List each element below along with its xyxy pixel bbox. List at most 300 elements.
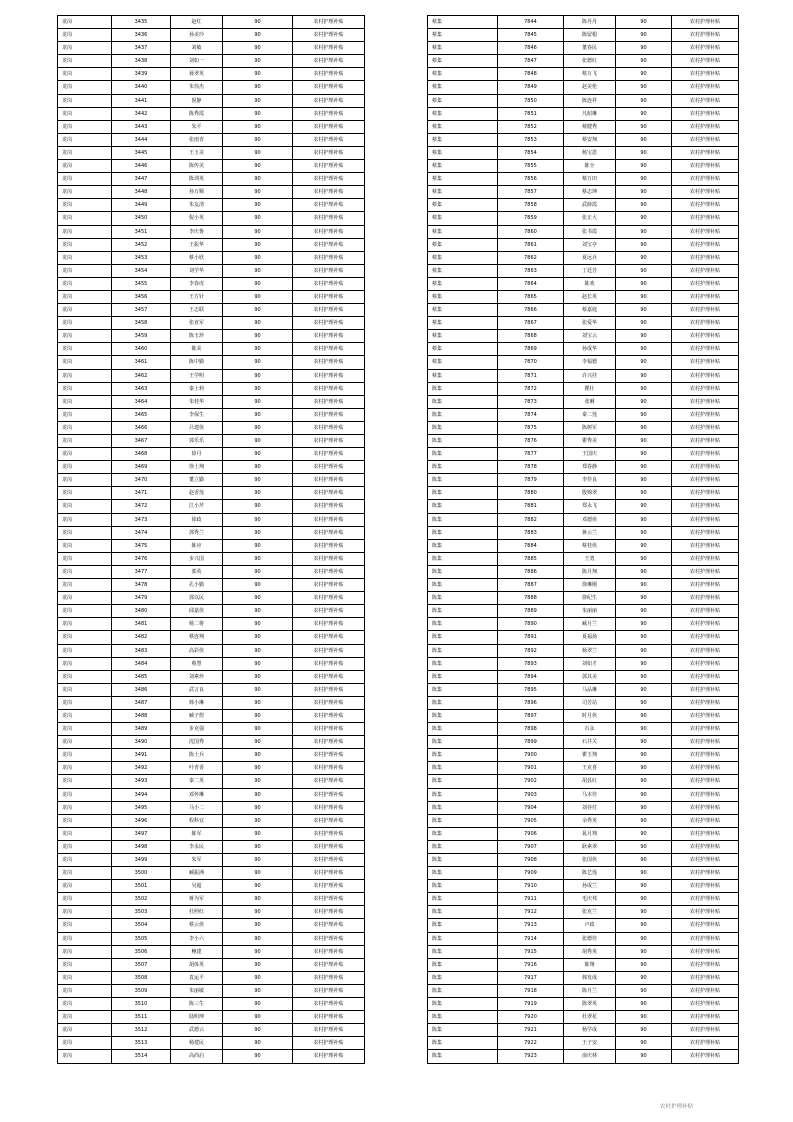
category-cell: 农村护理补贴 [672, 264, 739, 277]
table-row [428, 277, 739, 290]
area-cell: 陈集 [428, 919, 498, 932]
table-row [58, 330, 365, 343]
name-cell: 李保生 [171, 408, 223, 421]
amount-cell: 90 [223, 81, 293, 94]
id-cell: 3499 [112, 854, 171, 867]
category-cell: 农村护理补贴 [293, 1037, 365, 1050]
name-cell: 俞庆林 [564, 1050, 616, 1063]
category-cell: 农村护理补贴 [672, 788, 739, 801]
id-cell: 3449 [112, 199, 171, 212]
name-cell: 郭其美 [564, 670, 616, 683]
category-cell: 农村护理补贴 [293, 81, 365, 94]
category-cell: 农村护理补贴 [672, 1050, 739, 1063]
amount-cell: 90 [616, 998, 672, 1011]
amount-cell: 90 [616, 369, 672, 382]
id-cell: 7873 [498, 395, 564, 408]
name-cell: 李小六 [171, 932, 223, 945]
area-cell: 龙岗 [58, 186, 112, 199]
area-cell: 陈集 [428, 644, 498, 657]
name-cell: 蔡连翔 [171, 631, 223, 644]
category-cell: 农村护理补贴 [672, 290, 739, 303]
amount-cell: 90 [616, 212, 672, 225]
table-row [58, 212, 365, 225]
table-row [58, 513, 365, 526]
amount-cell: 90 [616, 304, 672, 317]
id-cell: 7863 [498, 264, 564, 277]
amount-cell: 90 [616, 42, 672, 55]
category-cell: 农村护理补贴 [672, 971, 739, 984]
table-row [428, 840, 739, 853]
name-cell: 赵香莲 [171, 487, 223, 500]
category-cell: 农村护理补贴 [672, 186, 739, 199]
name-cell: 刘敏 [171, 42, 223, 55]
id-cell: 3507 [112, 958, 171, 971]
area-cell: 龙岗 [58, 814, 112, 827]
area-cell: 陈集 [428, 1050, 498, 1063]
table-row [428, 657, 739, 670]
table-row [58, 932, 365, 945]
name-cell: 陈月兰 [564, 984, 616, 997]
area-cell: 陈集 [428, 526, 498, 539]
area-cell: 龙岗 [58, 1037, 112, 1050]
name-cell: 蔡桂侠 [564, 539, 616, 552]
name-cell: 刘学华 [171, 264, 223, 277]
amount-cell: 90 [223, 539, 293, 552]
id-cell: 7886 [498, 565, 564, 578]
category-cell: 农村护理补贴 [293, 277, 365, 290]
amount-cell: 90 [616, 958, 672, 971]
area-cell: 陈集 [428, 500, 498, 513]
table-row [58, 29, 365, 42]
name-cell: 孙成华 [564, 343, 616, 356]
area-cell: 陈集 [428, 775, 498, 788]
name-cell: 张书霞 [564, 225, 616, 238]
area-cell: 蔡集 [428, 107, 498, 120]
area-cell: 龙岗 [58, 723, 112, 736]
name-cell: 张正大 [564, 212, 616, 225]
category-cell: 农村护理补贴 [293, 526, 365, 539]
area-cell: 龙岗 [58, 749, 112, 762]
name-cell: 张德红 [564, 55, 616, 68]
amount-cell: 90 [616, 500, 672, 513]
amount-cell: 90 [616, 971, 672, 984]
area-cell: 龙岗 [58, 945, 112, 958]
id-cell: 3456 [112, 290, 171, 303]
category-cell: 农村护理补贴 [293, 68, 365, 81]
name-cell: 刘如才 [564, 657, 616, 670]
id-cell: 7874 [498, 408, 564, 421]
category-cell: 农村护理补贴 [293, 94, 365, 107]
category-cell: 农村护理补贴 [293, 644, 365, 657]
amount-cell: 90 [223, 1024, 293, 1037]
name-cell: 胡秀英 [564, 945, 616, 958]
area-cell: 陈集 [428, 1011, 498, 1024]
area-cell: 陈集 [428, 421, 498, 434]
name-cell: 瞿秀美 [564, 435, 616, 448]
category-cell: 农村护理补贴 [672, 932, 739, 945]
table-row [58, 461, 365, 474]
id-cell: 3438 [112, 55, 171, 68]
category-cell: 农村护理补贴 [293, 840, 365, 853]
name-cell: 徐纪生 [564, 592, 616, 605]
id-cell: 7892 [498, 644, 564, 657]
id-cell: 7885 [498, 552, 564, 565]
id-cell: 7905 [498, 814, 564, 827]
category-cell: 农村护理补贴 [672, 435, 739, 448]
id-cell: 7847 [498, 55, 564, 68]
area-cell: 龙岗 [58, 133, 112, 146]
id-cell: 7915 [498, 945, 564, 958]
area-cell: 蔡集 [428, 186, 498, 199]
id-cell: 7922 [498, 1037, 564, 1050]
area-cell: 龙岗 [58, 369, 112, 382]
area-cell: 蔡集 [428, 369, 498, 382]
area-cell: 陈集 [428, 984, 498, 997]
id-cell: 7906 [498, 827, 564, 840]
table-row [58, 395, 365, 408]
amount-cell: 90 [616, 29, 672, 42]
id-cell: 3483 [112, 644, 171, 657]
id-cell: 3444 [112, 133, 171, 146]
id-cell: 3447 [112, 173, 171, 186]
area-cell: 龙岗 [58, 225, 112, 238]
table-row [428, 199, 739, 212]
id-cell: 7923 [498, 1050, 564, 1063]
category-cell: 农村护理补贴 [672, 474, 739, 487]
table-row [428, 94, 739, 107]
area-cell: 蔡集 [428, 199, 498, 212]
table-row [428, 605, 739, 618]
name-cell: 聂翠英 [171, 68, 223, 81]
amount-cell: 90 [223, 867, 293, 880]
area-cell: 龙岗 [58, 421, 112, 434]
id-cell: 7848 [498, 68, 564, 81]
id-cell: 3445 [112, 146, 171, 159]
id-cell: 3455 [112, 277, 171, 290]
id-cell: 3469 [112, 461, 171, 474]
category-cell: 农村护理补贴 [293, 814, 365, 827]
table-row [58, 565, 365, 578]
table-row [58, 369, 365, 382]
id-cell: 3453 [112, 251, 171, 264]
table-row [428, 146, 739, 159]
amount-cell: 90 [616, 552, 672, 565]
id-cell: 3491 [112, 749, 171, 762]
name-cell: 臧子煜 [171, 709, 223, 722]
category-cell: 农村护理补贴 [672, 840, 739, 853]
category-cell: 农村护理补贴 [293, 173, 365, 186]
area-cell: 龙岗 [58, 1011, 112, 1024]
area-cell: 龙岗 [58, 448, 112, 461]
category-cell: 农村护理补贴 [672, 592, 739, 605]
right-subsidy-table [427, 15, 739, 1064]
area-cell: 龙岗 [58, 592, 112, 605]
table-row [58, 827, 365, 840]
area-cell: 陈集 [428, 513, 498, 526]
table-row [428, 330, 739, 343]
name-cell: 石永 [564, 723, 616, 736]
area-cell: 陈集 [428, 958, 498, 971]
category-cell: 农村护理补贴 [293, 120, 365, 133]
category-cell: 农村护理补贴 [672, 421, 739, 434]
area-cell: 龙岗 [58, 932, 112, 945]
id-cell: 3440 [112, 81, 171, 94]
category-cell: 农村护理补贴 [672, 513, 739, 526]
id-cell: 3471 [112, 487, 171, 500]
area-cell: 陈集 [428, 579, 498, 592]
id-cell: 7900 [498, 749, 564, 762]
id-cell: 7888 [498, 592, 564, 605]
amount-cell: 90 [616, 317, 672, 330]
amount-cell: 90 [223, 55, 293, 68]
name-cell: 刘宝亭 [564, 238, 616, 251]
id-cell: 3479 [112, 592, 171, 605]
category-cell: 农村护理补贴 [672, 736, 739, 749]
category-cell: 农村护理补贴 [672, 29, 739, 42]
id-cell: 7846 [498, 42, 564, 55]
table-row [428, 160, 739, 173]
category-cell: 农村护理补贴 [293, 801, 365, 814]
name-cell: 殷锦翠 [564, 487, 616, 500]
category-cell: 农村护理补贴 [293, 683, 365, 696]
area-cell: 龙岗 [58, 16, 112, 29]
category-cell: 农村护理补贴 [672, 382, 739, 395]
table-row [58, 500, 365, 513]
name-cell: 杨翠兰 [564, 644, 616, 657]
area-cell: 龙岗 [58, 657, 112, 670]
table-row [428, 749, 739, 762]
name-cell: 陈军 [171, 827, 223, 840]
id-cell: 3473 [112, 513, 171, 526]
table-row [58, 709, 365, 722]
table-row [428, 775, 739, 788]
id-cell: 7851 [498, 107, 564, 120]
table-row [58, 683, 365, 696]
table-row [428, 984, 739, 997]
area-cell: 陈集 [428, 827, 498, 840]
id-cell: 3446 [112, 160, 171, 173]
id-cell: 3474 [112, 526, 171, 539]
amount-cell: 90 [616, 16, 672, 29]
table-row [58, 657, 365, 670]
amount-cell: 90 [223, 1037, 293, 1050]
name-cell: 李庆鲁 [171, 225, 223, 238]
name-cell: 夏远兵 [564, 251, 616, 264]
area-cell: 蔡集 [428, 160, 498, 173]
area-cell: 龙岗 [58, 68, 112, 81]
table-row [428, 487, 739, 500]
area-cell: 龙岗 [58, 867, 112, 880]
category-cell: 农村护理补贴 [293, 29, 365, 42]
table-row [58, 343, 365, 356]
id-cell: 3495 [112, 801, 171, 814]
table-row [428, 29, 739, 42]
name-cell: 张雨青 [171, 133, 223, 146]
table-row [58, 173, 365, 186]
amount-cell: 90 [616, 94, 672, 107]
amount-cell: 90 [223, 552, 293, 565]
table-row [58, 356, 365, 369]
table-row [58, 814, 365, 827]
amount-cell: 90 [616, 448, 672, 461]
id-cell: 7862 [498, 251, 564, 264]
category-cell: 农村护理补贴 [672, 160, 739, 173]
table-row [428, 827, 739, 840]
name-cell: 晁月翔 [564, 827, 616, 840]
category-cell: 农村护理补贴 [672, 526, 739, 539]
category-cell: 农村护理补贴 [672, 369, 739, 382]
category-cell: 农村护理补贴 [293, 461, 365, 474]
name-cell: 郑永飞 [564, 500, 616, 513]
category-cell: 农村护理补贴 [293, 330, 365, 343]
amount-cell: 90 [223, 330, 293, 343]
id-cell: 7901 [498, 762, 564, 775]
id-cell: 3484 [112, 657, 171, 670]
area-cell: 龙岗 [58, 160, 112, 173]
name-cell: 夏福扬 [564, 631, 616, 644]
amount-cell: 90 [223, 631, 293, 644]
amount-cell: 90 [223, 421, 293, 434]
area-cell: 陈集 [428, 854, 498, 867]
id-cell: 3502 [112, 893, 171, 906]
name-cell: 陈欢 [564, 277, 616, 290]
amount-cell: 90 [223, 657, 293, 670]
table-row [428, 867, 739, 880]
name-cell: 张克兰 [564, 906, 616, 919]
name-cell: 朱军 [171, 854, 223, 867]
name-cell: 邓怀琳 [171, 788, 223, 801]
id-cell: 7879 [498, 474, 564, 487]
area-cell: 龙岗 [58, 304, 112, 317]
category-cell: 农村护理补贴 [293, 919, 365, 932]
table-row [428, 448, 739, 461]
table-row [58, 317, 365, 330]
area-cell: 蔡集 [428, 212, 498, 225]
area-cell: 蔡集 [428, 81, 498, 94]
name-cell: 蔡安翔 [564, 133, 616, 146]
area-cell: 龙岗 [58, 277, 112, 290]
area-cell: 龙岗 [58, 107, 112, 120]
area-cell: 陈集 [428, 448, 498, 461]
amount-cell: 90 [616, 539, 672, 552]
name-cell: 孙成兰 [564, 880, 616, 893]
category-cell: 农村护理补贴 [672, 120, 739, 133]
id-cell: 7852 [498, 120, 564, 133]
category-cell: 农村护理补贴 [672, 552, 739, 565]
category-cell: 农村护理补贴 [293, 160, 365, 173]
amount-cell: 90 [616, 788, 672, 801]
area-cell: 陈集 [428, 1024, 498, 1037]
category-cell: 农村护理补贴 [672, 644, 739, 657]
table-row [428, 618, 739, 631]
area-cell: 龙岗 [58, 290, 112, 303]
amount-cell: 90 [223, 304, 293, 317]
amount-cell: 90 [616, 264, 672, 277]
table-row [428, 958, 739, 971]
amount-cell: 90 [616, 199, 672, 212]
name-cell: 陈翔 [564, 958, 616, 971]
area-cell: 陈集 [428, 539, 498, 552]
amount-cell: 90 [223, 736, 293, 749]
table-row [58, 382, 365, 395]
area-cell: 陈集 [428, 801, 498, 814]
amount-cell: 90 [616, 867, 672, 880]
name-cell: 韩小琳 [171, 696, 223, 709]
name-cell: 马小二 [171, 801, 223, 814]
category-cell: 农村护理补贴 [672, 16, 739, 29]
amount-cell: 90 [223, 264, 293, 277]
category-cell: 农村护理补贴 [293, 592, 365, 605]
category-cell: 农村护理补贴 [293, 421, 365, 434]
area-cell: 陈集 [428, 435, 498, 448]
area-cell: 陈集 [428, 971, 498, 984]
name-cell: 李永民 [171, 840, 223, 853]
name-cell: 蔡万飞 [564, 68, 616, 81]
id-cell: 3478 [112, 579, 171, 592]
amount-cell: 90 [616, 775, 672, 788]
id-cell: 7914 [498, 932, 564, 945]
name-cell: 王学明 [171, 369, 223, 382]
id-cell: 3450 [112, 212, 171, 225]
name-cell: 臧振洲 [171, 867, 223, 880]
table-row [58, 762, 365, 775]
id-cell: 7868 [498, 330, 564, 343]
area-cell: 陈集 [428, 592, 498, 605]
table-row [58, 788, 365, 801]
name-cell: 王振华 [171, 238, 223, 251]
id-cell: 3486 [112, 683, 171, 696]
name-cell: 陈丹丹 [564, 16, 616, 29]
category-cell: 农村护理补贴 [672, 762, 739, 775]
amount-cell: 90 [616, 487, 672, 500]
id-cell: 3472 [112, 500, 171, 513]
area-cell: 蔡集 [428, 55, 498, 68]
name-cell: 王国庆 [564, 448, 616, 461]
name-cell: 徐丹 [171, 448, 223, 461]
table-row [428, 500, 739, 513]
name-cell: 徐士翔 [171, 461, 223, 474]
category-cell: 农村护理补贴 [293, 304, 365, 317]
category-cell: 农村护理补贴 [293, 435, 365, 448]
table-row [58, 696, 365, 709]
amount-cell: 90 [223, 775, 293, 788]
amount-cell: 90 [616, 618, 672, 631]
amount-cell: 90 [616, 709, 672, 722]
table-row [58, 107, 365, 120]
id-cell: 7871 [498, 369, 564, 382]
table-row [58, 631, 365, 644]
id-cell: 3442 [112, 107, 171, 120]
id-cell: 7903 [498, 788, 564, 801]
amount-cell: 90 [616, 683, 672, 696]
category-cell: 农村护理补贴 [672, 814, 739, 827]
amount-cell: 90 [223, 199, 293, 212]
area-cell: 陈集 [428, 932, 498, 945]
name-cell: 王子安 [564, 1037, 616, 1050]
area-cell: 蔡集 [428, 317, 498, 330]
table-row [58, 579, 365, 592]
amount-cell: 90 [223, 801, 293, 814]
area-cell: 龙岗 [58, 631, 112, 644]
area-cell: 龙岗 [58, 696, 112, 709]
category-cell: 农村护理补贴 [293, 906, 365, 919]
name-cell: 朱丽丽 [564, 605, 616, 618]
name-cell: 郑春静 [564, 461, 616, 474]
category-cell: 农村护理补贴 [293, 238, 365, 251]
name-cell: 孙美玲 [171, 29, 223, 42]
amount-cell: 90 [223, 487, 293, 500]
amount-cell: 90 [223, 788, 293, 801]
